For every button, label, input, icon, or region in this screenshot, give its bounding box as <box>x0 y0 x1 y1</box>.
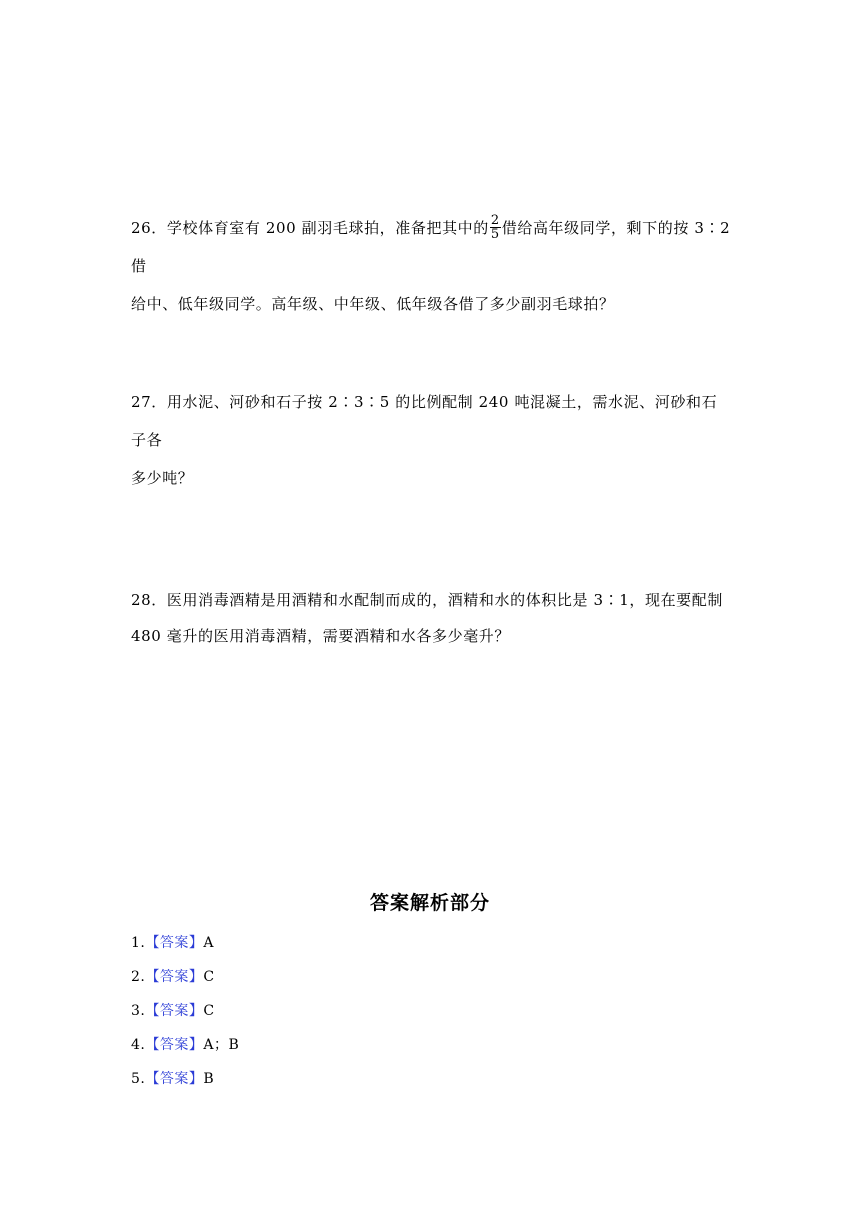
question-text: 借给高年级同学，剩下的按 3∶2 借 <box>131 219 731 275</box>
question-28-line1: 28．医用消毒酒精是用酒精和水配制而成的，酒精和水的体积比是 3∶1，现在要配制 <box>131 591 723 609</box>
answer-tag: 【答案】 <box>145 1071 204 1087</box>
question-26 <box>131 209 731 323</box>
question-text: 学校体育室有 200 副羽毛球拍，准备把其中的 <box>166 219 489 237</box>
answer-item-5 <box>131 1069 214 1089</box>
fraction-denominator: 5 <box>490 226 500 242</box>
answer-tag: 【答案】 <box>145 935 204 951</box>
question-text: 用水泥、河砂和石子按 2∶3∶5 的比例配制 240 吨混凝土，需水泥、河砂和石子各 <box>131 393 718 449</box>
fraction-numerator: 2 <box>490 212 500 228</box>
question-number: 26 <box>131 219 152 237</box>
question-number: 27 <box>131 393 152 411</box>
question-26-line1: 26．学校体育室有 200 副羽毛球拍，准备把其中的 $\frac{2}{5}$ 借给高年级同学，剩下的按 3∶2 借 <box>131 212 731 275</box>
answer-item-1 <box>131 933 214 953</box>
answer-item-4 <box>131 1035 239 1055</box>
question-26-line2: 给中、低年级同学。高年级、中年级、低年级各借了多少副羽毛球拍？ <box>131 295 615 313</box>
answer-number: 3. <box>131 1003 146 1019</box>
question-27-line1: 27．用水泥、河砂和石子按 2∶3∶5 的比例配制 240 吨混凝土，需水泥、河砂和石子各 <box>131 393 718 449</box>
answer-section-heading: 答案解析部分 <box>369 892 490 914</box>
answer-tag: 【答案】 <box>145 1003 204 1019</box>
question-28-line2: 480 毫升的医用消毒酒精，需要酒精和水各多少毫升？ <box>131 627 511 645</box>
answer-number: 2. <box>131 969 146 985</box>
question-text: 医用消毒酒精是用酒精和水配制而成的，酒精和水的体积比是 3∶1，现在要配制 <box>166 591 723 609</box>
question-number: 28 <box>131 591 152 609</box>
answer-value: A <box>203 935 214 951</box>
answer-number: 5. <box>131 1071 146 1087</box>
answer-value: C <box>203 1003 215 1019</box>
answer-tag: 【答案】 <box>145 1037 204 1053</box>
answer-number: 4. <box>131 1037 146 1053</box>
question-27 <box>131 383 731 497</box>
answer-value: A；B <box>203 1037 240 1053</box>
fraction <box>490 214 501 241</box>
answer-number: 1. <box>131 935 146 951</box>
answer-item-2 <box>131 967 215 987</box>
question-28 <box>131 582 731 654</box>
answer-tag: 【答案】 <box>145 969 204 985</box>
answer-value: C <box>203 969 215 985</box>
answer-value: B <box>203 1071 215 1087</box>
question-27-line2: 多少吨？ <box>131 469 194 487</box>
answer-item-3 <box>131 1001 215 1021</box>
